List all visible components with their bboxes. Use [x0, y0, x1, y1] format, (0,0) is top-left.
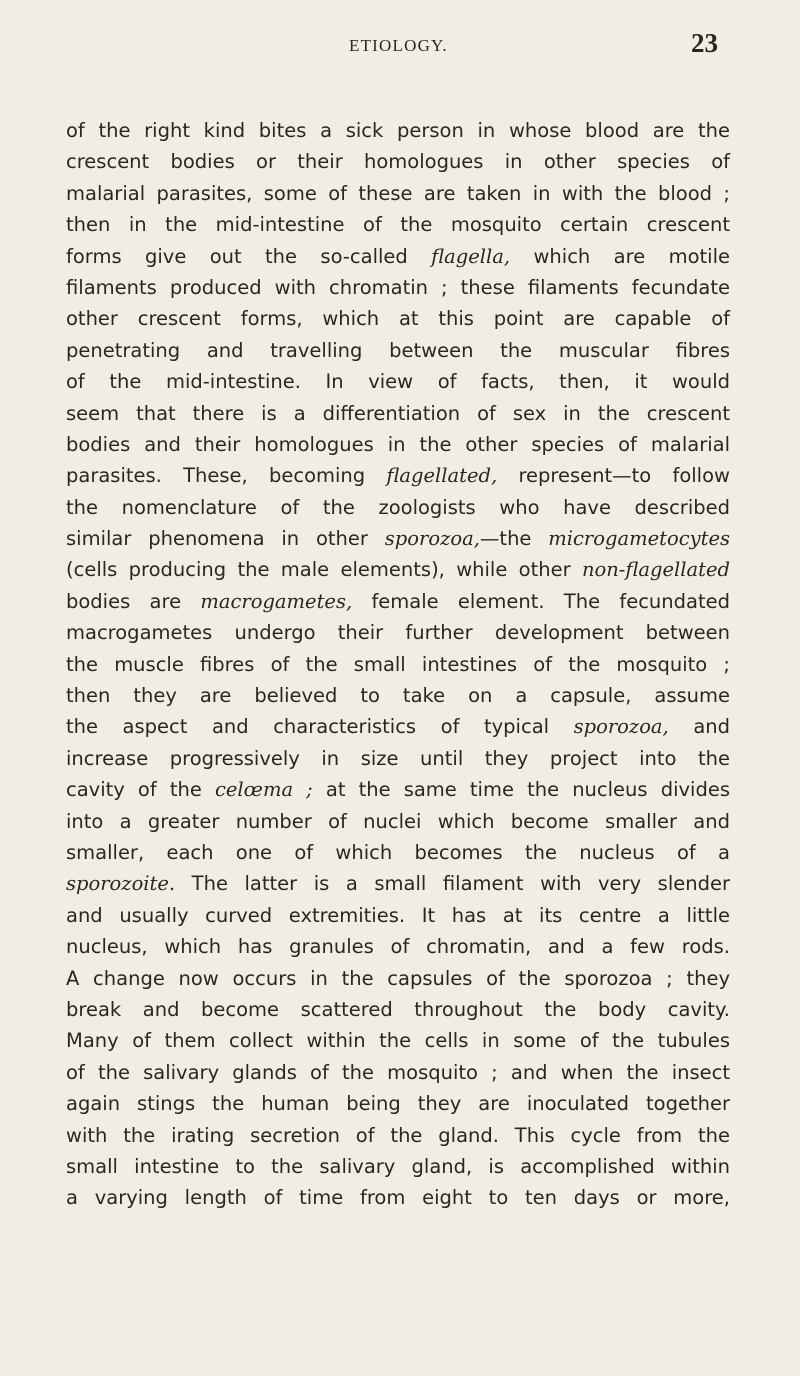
text-run: Many of them collect within the cells in some of the tubules: [66, 1029, 730, 1053]
text-run: represent—to follow: [497, 464, 730, 488]
running-head: ETIOLOGY.: [349, 36, 448, 55]
text-run: bodies and their homologues in the other species of malarial: [66, 432, 730, 456]
text-line: [66, 272, 730, 303]
text-run: the nomenclature of the zoologists who have described: [66, 495, 730, 519]
text-line: [66, 554, 730, 585]
text-line: [66, 1182, 730, 1213]
text-line: [66, 994, 730, 1025]
text-run: The latter is a small filament with very slender: [175, 872, 730, 896]
text-run: with the irating secretion of the gland. This cycle from the: [66, 1123, 730, 1147]
text-run: filaments produced with chromatin ; these filaments fecundate: [66, 275, 730, 299]
text-run: nucleus, which has granules of chromatin, and a few rods.: [66, 935, 730, 959]
text-run: of the right kind bites a sick person in whose blood are the: [66, 119, 730, 142]
text-run: then they are believed to take on a capsule, assume: [66, 684, 730, 708]
text-line: [66, 837, 730, 868]
text-run: (cells producing the male elements), while other: [66, 558, 582, 582]
italic-term: sporozoa,: [573, 715, 669, 739]
text-run: —the: [479, 527, 549, 551]
page-header: [0, 28, 800, 68]
text-run: of the salivary glands of the mosquito ; and when the insect: [66, 1060, 730, 1084]
text-run: at the same time the nucleus divides: [312, 778, 730, 802]
italic-term: macrogametes,: [200, 589, 353, 613]
italic-term: celœma ;: [214, 778, 313, 802]
text-line: [66, 146, 730, 177]
italic-term: microgametocytes: [548, 527, 731, 551]
text-line: [66, 335, 730, 366]
text-line: [66, 963, 730, 994]
text-run: then in the mid-intestine of the mosquito certain crescent: [66, 213, 730, 237]
text-line: [66, 1057, 730, 1088]
text-line: [66, 1088, 730, 1119]
text-line: [66, 774, 730, 805]
text-run: forms give out the so-called: [66, 244, 432, 268]
text-run: seem that there is a differentiation of sex in the crescent: [66, 401, 730, 425]
text-run: a varying length of time from eight to ten days or more,: [66, 1186, 730, 1210]
text-run: and: [668, 715, 731, 739]
text-run: small intestine to the salivary gland, is accomplished within: [66, 1154, 730, 1178]
text-line: [66, 649, 730, 680]
text-line: [66, 366, 730, 397]
text-line: [66, 900, 730, 931]
text-run: the aspect and characteristics of typical: [66, 715, 574, 739]
text-line: [66, 586, 730, 617]
text-run: bodies are: [66, 589, 201, 613]
italic-term: sporozoa,: [384, 527, 480, 551]
text-run: macrogametes undergo their further development between: [66, 621, 730, 645]
text-run: crescent bodies or their homologues in other species of: [66, 150, 730, 174]
text-run: cavity of the: [66, 778, 215, 802]
text-run: which are motile: [510, 244, 730, 268]
text-line: [66, 743, 730, 774]
text-line: [66, 868, 730, 899]
italic-term: flagella,: [431, 244, 511, 268]
italic-term: non-flagellated: [581, 558, 730, 582]
text-line: [66, 398, 730, 429]
text-run: similar phenomena in other: [66, 527, 385, 551]
italic-term: sporozoite.: [66, 872, 176, 896]
text-run: and usually curved extremities. It has at its centre a little: [66, 903, 730, 927]
text-run: smaller, each one of which becomes the nucleus of a: [66, 840, 730, 864]
text-run: malarial parasites, some of these are taken in with the blood ;: [66, 181, 730, 205]
text-line: [66, 241, 730, 272]
text-run: parasites. These, becoming: [66, 464, 387, 488]
text-run: A change now occurs in the capsules of the sporozoa ; they: [66, 966, 730, 990]
text-line: [66, 460, 730, 491]
text-line: [66, 711, 730, 742]
italic-term: flagellated,: [386, 464, 498, 488]
text-run: again stings the human being they are inoculated together: [66, 1092, 730, 1116]
text-line: [66, 931, 730, 962]
text-line: [66, 523, 730, 554]
text-line: [66, 178, 730, 209]
text-line: [66, 680, 730, 711]
text-run: break and become scattered throughout the body cavity.: [66, 997, 730, 1021]
text-run: female element. The fecundated: [352, 589, 730, 613]
text-line: [66, 617, 730, 648]
text-line: [66, 806, 730, 837]
text-run: penetrating and travelling between the muscular fibres: [66, 338, 730, 362]
text-line: [66, 115, 730, 146]
text-line: [66, 303, 730, 334]
text-run: other crescent forms, which at this point are capable of: [66, 307, 730, 331]
body-text: [66, 115, 730, 1214]
text-run: increase progressively in size until they project into the: [66, 746, 730, 770]
text-line: [66, 1025, 730, 1056]
page-number: 23: [691, 28, 718, 58]
text-line: [66, 1151, 730, 1182]
text-run: the muscle fibres of the small intestines of the mosquito ;: [66, 652, 730, 676]
text-line: [66, 209, 730, 240]
text-line: [66, 1120, 730, 1151]
text-line: [66, 492, 730, 523]
text-run: into a greater number of nuclei which become smaller and: [66, 809, 730, 833]
text-run: of the mid-intestine. In view of facts, then, it would: [66, 370, 730, 394]
text-line: [66, 429, 730, 460]
